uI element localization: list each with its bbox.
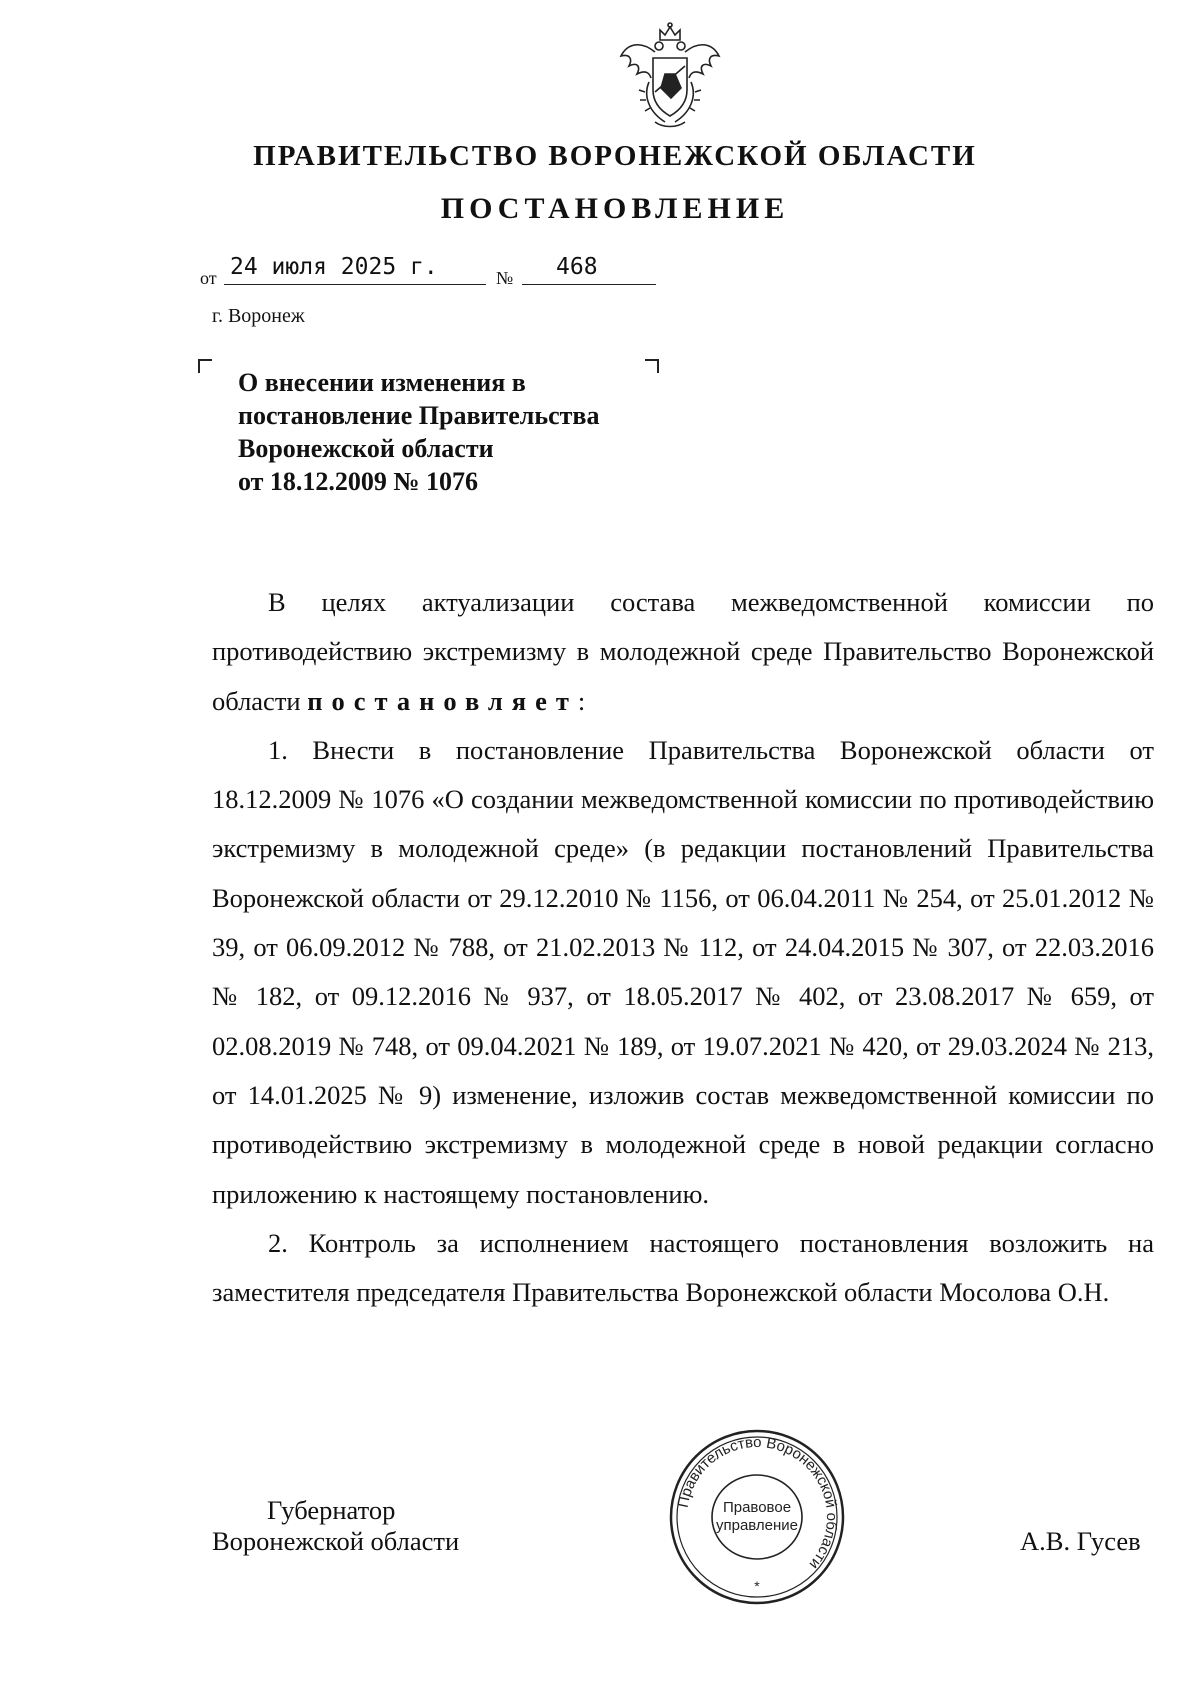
document-date: 24 июля 2025 г. xyxy=(230,254,438,280)
number-underline xyxy=(522,284,656,285)
subject-corner-left xyxy=(198,359,212,373)
date-prefix: от xyxy=(200,268,217,288)
item-1-paragraph: 1. Внести в постановление Правительства Воронежской области от 18.12.2009 № 1076 «О создании межведомственной комиссии по противодействию экстремизму в молодежной среде» (в редакции постановлений Правительства Воронежской области от 29.12.2010 № 1156, от 06.04.2011 № 254, от 25.01.2012 № 39, от 06.09.2012 № 788, от 21.02.2013 № 112, от 24.04.2015 № 307, от 22.03.2016 № 182, от 09.12.2016 № 937, от 18.05.2017 № 402, от 23.08.2017 № 659, от 02.08.2019 № 748, от 09.04.2021 № 189, от 19.07.2021 № 420, от 29.03.2024 № 213, от 14.01.2025 № 9) изменение, изложив состав межведомственной комиссии по противодействию экстремизму в молодежной среде в новой редакции согласно приложению к настоящему постановлению. xyxy=(212,734,1154,1209)
city: г. Воронеж xyxy=(212,305,305,327)
stamp-star: * xyxy=(754,1578,760,1594)
document-requisites xyxy=(200,254,760,294)
resolves-word: постановляет xyxy=(307,685,578,716)
coat-of-arms-icon xyxy=(615,22,725,130)
document-subject xyxy=(238,366,678,498)
organization-title: ПРАВИТЕЛЬСТВО ВОРОНЕЖСКОЙ ОБЛАСТИ xyxy=(253,140,977,172)
signatory-role-line: Губернатор xyxy=(267,1495,396,1525)
preamble-paragraph xyxy=(212,578,1154,726)
signatory-position xyxy=(212,1495,459,1557)
subject-line: от 18.12.2009 № 1076 xyxy=(238,467,479,496)
approval-stamp xyxy=(668,1428,846,1606)
item-2-paragraph: 2. Контроль за исполнением настоящего постановления возложить на заместителя председателя Правительства Воронежской области Мосолова О.Н. xyxy=(212,1227,1154,1308)
stamp-center-line: управление xyxy=(715,1517,799,1534)
number-prefix: № xyxy=(496,268,514,288)
document-type: ПОСТАНОВЛЕНИЕ xyxy=(440,192,790,225)
subject-line: постановление Правительства xyxy=(238,401,600,430)
date-underline xyxy=(224,284,486,285)
preamble-colon: : xyxy=(577,685,586,716)
subject-line: О внесении изменения в xyxy=(238,368,526,397)
signatory-role-line: Воронежской области xyxy=(212,1526,460,1556)
subject-line: Воронежской области xyxy=(238,434,494,463)
stamp-ring-text: Правительство Воронежской области xyxy=(674,1433,841,1573)
document-number: 468 xyxy=(556,254,598,280)
document-body xyxy=(212,578,1154,1317)
stamp-center-line: Правовое xyxy=(722,1499,792,1516)
preamble-text: В целях актуализации состава межведомственной комиссии по противодействию экстремизму в молодежной среде Правительство Воронежской области xyxy=(212,587,1154,716)
signatory-name: А.В. Гусев xyxy=(1020,1526,1141,1556)
